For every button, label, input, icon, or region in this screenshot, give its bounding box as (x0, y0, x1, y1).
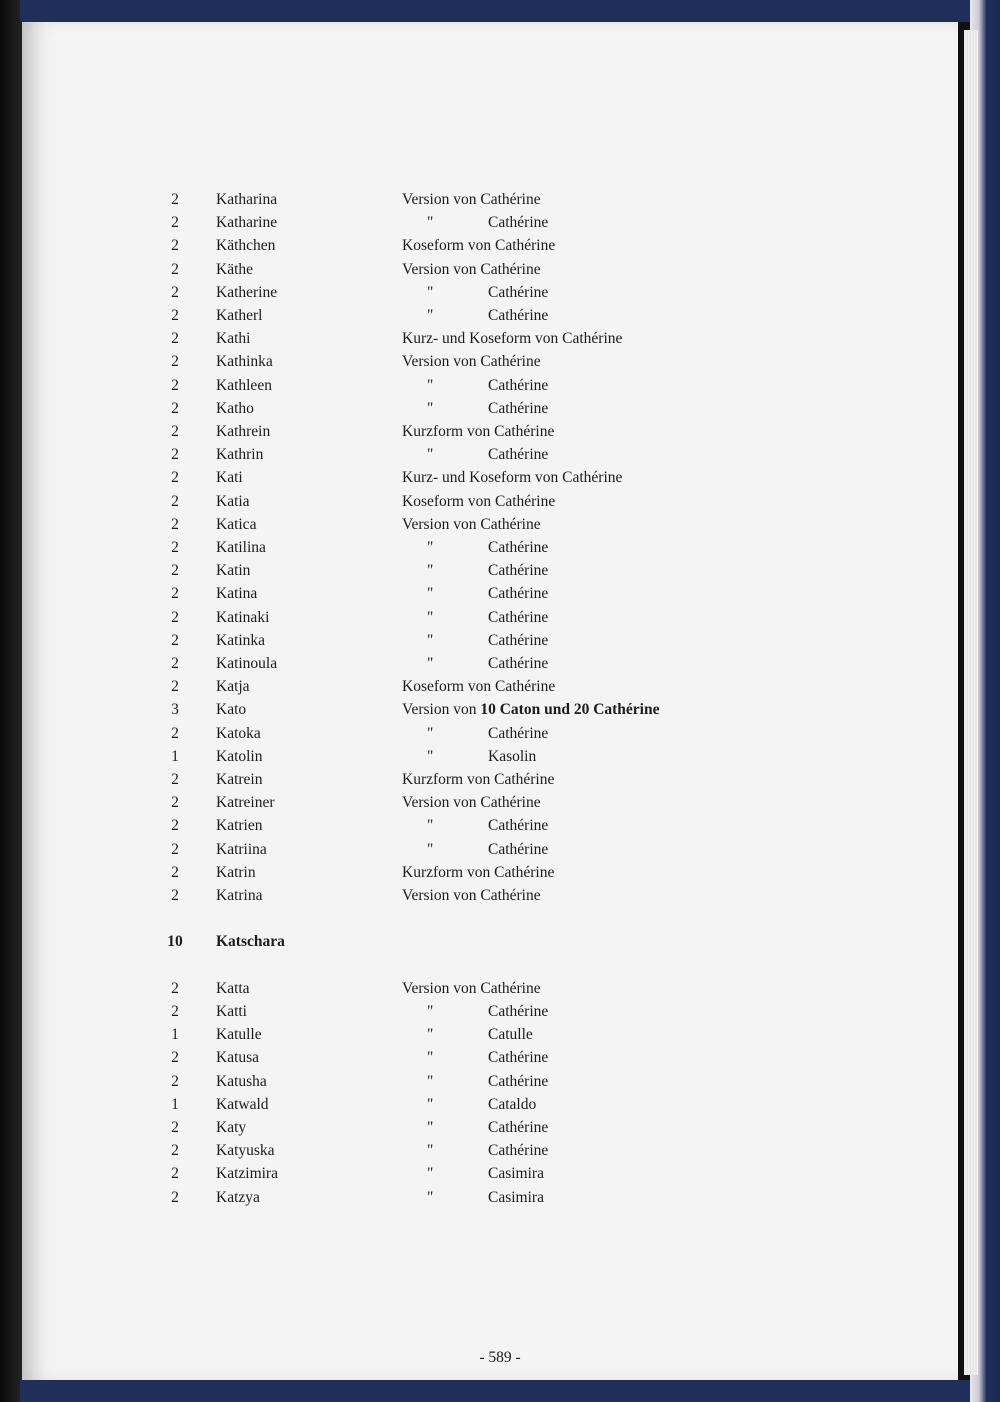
list-item (0, 814, 1000, 837)
entry-reference: Cathérine (488, 1072, 549, 1090)
ditto-mark: " (427, 1119, 434, 1136)
entry-name: Katzya (216, 1188, 260, 1206)
entry-name: Katja (216, 678, 250, 696)
list-item (0, 211, 1000, 234)
entry-reference: Cataldo (488, 1095, 537, 1113)
ditto-mark: " (427, 376, 434, 394)
entry-name: Kati (216, 469, 243, 487)
entry-name: Kathrin (216, 446, 264, 464)
list-item (0, 327, 1000, 350)
entry-name: Katrien (216, 817, 263, 835)
entry-name: Kathi (216, 330, 251, 348)
entry-count: 3 (171, 701, 179, 719)
entry-name: Katrin (216, 863, 256, 881)
entry-name: Katin (216, 562, 251, 580)
list-item (0, 374, 1000, 397)
entry-name: Katina (216, 585, 258, 603)
list-item (0, 838, 1000, 861)
entry-reference: Cathérine (488, 376, 549, 394)
entry-name: Kathrein (216, 423, 271, 440)
entry-name: Katschara (216, 933, 285, 951)
entry-count: 2 (171, 469, 179, 487)
entry-reference: Kasolin (488, 747, 537, 765)
entry-name: Katyuska (216, 1142, 275, 1160)
entry-count: 2 (171, 1142, 179, 1160)
entry-name: Käthchen (216, 237, 276, 255)
entry-description (402, 698, 660, 721)
entry-count: 2 (171, 863, 179, 881)
list-item (0, 188, 1000, 211)
list-item (0, 1070, 1000, 1093)
entry-name: Katusa (216, 1049, 260, 1067)
entry-count: 2 (171, 608, 179, 626)
entry-name: Katharina (216, 191, 278, 208)
entry-description: Koseform von Cathérine (402, 678, 556, 696)
ditto-mark: " (427, 1142, 434, 1160)
ditto-mark: " (427, 817, 434, 835)
entry-count: 2 (171, 539, 179, 556)
entry-count: 2 (171, 214, 179, 232)
entry-count: 2 (171, 515, 179, 533)
entry-description: Koseform von Cathérine (402, 237, 556, 255)
list-item (0, 536, 1000, 559)
entry-name: Katica (216, 515, 257, 533)
entry-description-bold: 10 Caton und 20 Cathérine (480, 701, 660, 719)
ditto-mark: " (427, 840, 434, 858)
entry-reference: Catulle (488, 1026, 533, 1044)
entry-count: 2 (171, 1072, 179, 1090)
section-heading (0, 930, 1000, 953)
entry-description: Version von Cathérine (402, 260, 541, 278)
entry-description: Kurzform von Cathérine (402, 771, 555, 788)
list-item (0, 397, 1000, 420)
entry-name: Katreiner (216, 794, 275, 812)
entry-name: Katoka (216, 724, 261, 742)
entry-count: 2 (171, 191, 179, 208)
entry-count: 2 (171, 1165, 179, 1183)
ditto-mark: " (427, 1095, 434, 1113)
entry-count: 2 (171, 655, 179, 672)
entry-description: Version von Cathérine (402, 191, 541, 208)
entry-reference: Cathérine (488, 817, 549, 835)
entry-count: 2 (171, 446, 179, 464)
ditto-mark: " (427, 214, 434, 232)
ditto-mark: " (427, 1003, 434, 1020)
entry-reference: Cathérine (488, 585, 549, 603)
list-item (0, 698, 1000, 721)
entry-reference: Cathérine (488, 655, 549, 672)
entry-reference: Cathérine (488, 1003, 549, 1020)
entry-count: 2 (171, 399, 179, 417)
entry-count: 2 (171, 330, 179, 348)
list-item (0, 606, 1000, 629)
ditto-mark: " (427, 1049, 434, 1067)
list-item (0, 350, 1000, 373)
list-item (0, 1186, 1000, 1209)
entry-reference: Cathérine (488, 307, 549, 324)
list-item (0, 977, 1000, 1000)
entry-name: Katulle (216, 1026, 262, 1044)
entry-reference: Cathérine (488, 608, 549, 626)
entry-name: Katrein (216, 771, 263, 788)
list-item (0, 258, 1000, 281)
entry-name: Kathinka (216, 353, 273, 371)
entry-reference: Cathérine (488, 1049, 549, 1067)
list-item (0, 1000, 1000, 1023)
entry-count: 10 (167, 933, 183, 951)
list-item (0, 1023, 1000, 1046)
entry-count: 2 (171, 353, 179, 371)
entry-count: 2 (171, 1049, 179, 1067)
entry-name: Katharine (216, 214, 278, 232)
ditto-mark: " (427, 446, 434, 464)
entry-count: 2 (171, 1119, 179, 1136)
ditto-mark: " (427, 283, 434, 301)
ditto-mark: " (427, 399, 434, 417)
list-item (0, 861, 1000, 884)
entry-count: 2 (171, 1188, 179, 1206)
entry-name: Katriina (216, 840, 267, 858)
entry-count: 2 (171, 631, 179, 649)
entry-count: 2 (171, 1003, 179, 1020)
list-item (0, 629, 1000, 652)
entry-name: Katinoula (216, 655, 278, 672)
list-item (0, 466, 1000, 489)
entry-count: 1 (171, 747, 179, 765)
entry-name: Katzimira (216, 1165, 278, 1183)
list-item (0, 582, 1000, 605)
list-item (0, 1162, 1000, 1185)
entry-count: 2 (171, 678, 179, 696)
entry-name: Katy (216, 1119, 247, 1136)
entry-description-text: Version von (402, 701, 481, 719)
entry-description: Version von Cathérine (402, 979, 541, 997)
ditto-mark: " (427, 585, 434, 603)
entry-name: Katherine (216, 283, 278, 301)
page-number: - 589 - (479, 1349, 521, 1366)
entry-reference: Cathérine (488, 562, 549, 580)
entry-reference: Cathérine (488, 539, 549, 556)
ditto-mark: " (427, 655, 434, 672)
entry-description: Version von Cathérine (402, 887, 541, 904)
entry-description: Kurzform von Cathérine (402, 863, 555, 881)
entry-count: 2 (171, 237, 179, 255)
list-item (0, 1046, 1000, 1069)
entry-name: Katusha (216, 1072, 267, 1090)
entry-name: Katrina (216, 887, 263, 904)
list-item (0, 1116, 1000, 1139)
list-item (0, 420, 1000, 443)
entry-count: 2 (171, 771, 179, 788)
entry-name: Katherl (216, 307, 263, 324)
list-item (0, 1093, 1000, 1116)
entry-reference: Casimira (488, 1188, 544, 1206)
ditto-mark: " (427, 539, 434, 556)
entry-description: Version von Cathérine (402, 794, 541, 812)
ditto-mark: " (427, 562, 434, 580)
list-item (0, 281, 1000, 304)
entry-name: Käthe (216, 260, 254, 278)
entry-reference: Cathérine (488, 724, 549, 742)
entry-name: Katta (216, 979, 250, 997)
list-item (0, 722, 1000, 745)
entry-name: Katilina (216, 539, 266, 556)
entry-reference: Cathérine (488, 399, 549, 417)
entry-count: 2 (171, 840, 179, 858)
entry-count: 2 (171, 817, 179, 835)
ditto-mark: " (427, 631, 434, 649)
entry-description: Version von Cathérine (402, 515, 541, 533)
entry-description: Koseform von Cathérine (402, 492, 556, 510)
ditto-mark: " (427, 1165, 434, 1183)
entry-count: 2 (171, 585, 179, 603)
ditto-mark: " (427, 724, 434, 742)
list-item (0, 675, 1000, 698)
list-item (0, 234, 1000, 257)
ditto-mark: " (427, 1026, 434, 1044)
entry-description: Version von Cathérine (402, 353, 541, 371)
entry-reference: Cathérine (488, 446, 549, 464)
entry-name: Katinaki (216, 608, 270, 626)
entry-reference: Cathérine (488, 631, 549, 649)
list-item (0, 745, 1000, 768)
ditto-mark: " (427, 1188, 434, 1206)
list-item (0, 768, 1000, 791)
entry-count: 2 (171, 979, 179, 997)
ditto-mark: " (427, 747, 434, 765)
list-item (0, 652, 1000, 675)
list-item (0, 443, 1000, 466)
list-item (0, 513, 1000, 536)
list-item (0, 884, 1000, 907)
entry-count: 2 (171, 562, 179, 580)
entry-name: Katwald (216, 1095, 269, 1113)
entry-count: 1 (171, 1026, 179, 1044)
list-item (0, 559, 1000, 582)
entry-name: Katti (216, 1003, 247, 1020)
entry-name: Katolin (216, 747, 263, 765)
entry-description: Kurz- und Koseform von Cathérine (402, 330, 623, 348)
ditto-mark: " (427, 307, 434, 324)
entry-description: Kurzform von Cathérine (402, 423, 555, 440)
entry-name: Kathleen (216, 376, 272, 394)
list-item (0, 1139, 1000, 1162)
ditto-mark: " (427, 608, 434, 626)
entry-count: 2 (171, 376, 179, 394)
entry-count: 2 (171, 307, 179, 324)
entry-count: 2 (171, 260, 179, 278)
entry-name: Katho (216, 399, 254, 417)
entry-name: Katinka (216, 631, 266, 649)
entry-count: 1 (171, 1095, 179, 1113)
entry-count: 2 (171, 724, 179, 742)
entry-reference: Cathérine (488, 1142, 549, 1160)
entry-reference: Cathérine (488, 283, 549, 301)
ditto-mark: " (427, 1072, 434, 1090)
entry-reference: Cathérine (488, 840, 549, 858)
entry-reference: Cathérine (488, 214, 549, 232)
entry-name: Kato (216, 701, 247, 719)
list-item (0, 791, 1000, 814)
entry-count: 2 (171, 283, 179, 301)
entry-count: 2 (171, 423, 179, 440)
entry-count: 2 (171, 492, 179, 510)
list-item (0, 490, 1000, 513)
list-item (0, 304, 1000, 327)
entry-description: Kurz- und Koseform von Cathérine (402, 469, 623, 487)
entry-name: Katia (216, 492, 250, 510)
entry-reference: Cathérine (488, 1119, 549, 1136)
entry-count: 2 (171, 887, 179, 904)
entry-count: 2 (171, 794, 179, 812)
entry-reference: Casimira (488, 1165, 544, 1183)
